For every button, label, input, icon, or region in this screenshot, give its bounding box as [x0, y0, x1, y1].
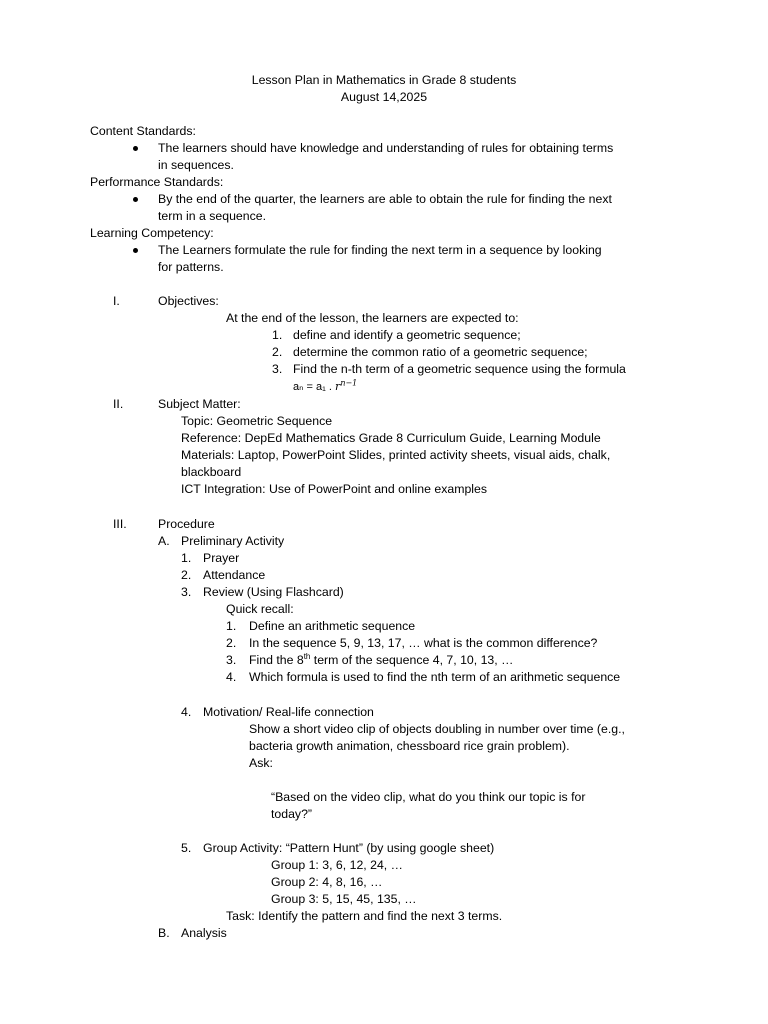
recall-question: Define an arithmetic sequence	[249, 619, 416, 633]
document-date: August 14,2025	[340, 90, 428, 104]
motivation-text: Show a short video clip of objects doubling in number over time (e.g.,	[249, 722, 625, 736]
subject-materials: Materials: Laptop, PowerPoint Slides, printed activity sheets, visual aids, chalk,	[181, 448, 611, 462]
objectives-intro: At the end of the lesson, the learners are expected to:	[226, 311, 519, 325]
motivation-question: “Based on the video clip, what do you think our topic is for	[271, 790, 586, 804]
list-number: 2.	[181, 568, 192, 582]
procedure-step: Prayer	[203, 551, 240, 565]
content-standards-text: The learners should have knowledge and understanding of rules for obtaining terms	[158, 141, 614, 155]
list-letter: A.	[158, 534, 170, 548]
content-standards-label: Content Standards:	[90, 124, 196, 138]
list-number: 3.	[181, 585, 192, 599]
list-letter: B.	[158, 926, 170, 940]
motivation-question-cont: today?”	[271, 807, 313, 821]
objective-item: determine the common ratio of a geometric sequence;	[293, 345, 588, 359]
learning-competency-label: Learning Competency:	[90, 226, 214, 240]
analysis-heading: Analysis	[181, 926, 227, 940]
nth-term-formula: aₙ = a₁ . $r^{n-1}$	[293, 378, 358, 393]
objectives-heading: Objectives:	[158, 294, 219, 308]
subject-materials-cont: blackboard	[181, 465, 242, 479]
bullet-icon	[133, 248, 138, 253]
group-task: Task: Identify the pattern and find the next 3 terms.	[226, 909, 503, 923]
content-standards-text-cont: in sequences.	[158, 158, 234, 172]
subject-ict: ICT Integration: Use of PowerPoint and online examples	[181, 482, 487, 496]
group-sequence: Group 1: 3, 6, 12, 24, …	[271, 858, 403, 872]
recall-question: In the sequence 5, 9, 13, 17, … what is the common difference?	[249, 636, 598, 650]
list-number: 3.	[272, 362, 283, 376]
subject-topic: Topic: Geometric Sequence	[181, 414, 333, 428]
document-title: Lesson Plan in Mathematics in Grade 8 students	[251, 73, 517, 87]
performance-standards-label: Performance Standards:	[90, 175, 224, 189]
list-number: 4.	[226, 670, 237, 684]
recall-question: Find the 8th term of the sequence 4, 7, 10, 13, …	[249, 651, 514, 667]
bullet-icon	[133, 197, 138, 202]
motivation-heading: Motivation/ Real-life connection	[203, 705, 374, 719]
list-number: 1.	[181, 551, 192, 565]
quick-recall-label: Quick recall:	[226, 602, 294, 616]
learning-competency-text: The Learners formulate the rule for finding the next term in a sequence by looking	[158, 243, 602, 257]
performance-standards-text: By the end of the quarter, the learners are able to obtain the rule for finding the next	[158, 192, 612, 206]
section-numeral: II.	[113, 397, 124, 411]
list-number: 4.	[181, 705, 192, 719]
bullet-icon	[133, 146, 138, 151]
group-activity-heading: Group Activity: “Pattern Hunt” (by using google sheet)	[203, 841, 495, 855]
preliminary-activity-heading: Preliminary Activity	[181, 534, 285, 548]
objective-item: Find the n-th term of a geometric sequence using the formula	[293, 362, 626, 376]
subject-matter-heading: Subject Matter:	[158, 397, 241, 411]
list-number: 1.	[272, 328, 283, 342]
list-number: 2.	[272, 345, 283, 359]
section-numeral: III.	[113, 517, 127, 531]
motivation-text-cont: bacteria growth animation, chessboard rice grain problem).	[249, 739, 570, 753]
performance-standards-text-cont: term in a sequence.	[158, 209, 267, 223]
objective-item: define and identify a geometric sequence;	[293, 328, 521, 342]
list-number: 5.	[181, 841, 192, 855]
procedure-step: Attendance	[203, 568, 266, 582]
recall-question: Which formula is used to find the nth term of an arithmetic sequence	[249, 670, 621, 684]
list-number: 1.	[226, 619, 237, 633]
section-numeral: I.	[113, 294, 120, 308]
learning-competency-text-cont: for patterns.	[158, 260, 224, 274]
list-number: 2.	[226, 636, 237, 650]
procedure-heading: Procedure	[158, 517, 215, 531]
subject-reference: Reference: DepEd Mathematics Grade 8 Curriculum Guide, Learning Module	[181, 431, 601, 445]
group-sequence: Group 2: 4, 8, 16, …	[271, 875, 383, 889]
group-sequence: Group 3: 5, 15, 45, 135, …	[271, 892, 417, 906]
list-number: 3.	[226, 653, 237, 667]
ask-label: Ask:	[249, 756, 273, 770]
procedure-step: Review (Using Flashcard)	[203, 585, 344, 599]
